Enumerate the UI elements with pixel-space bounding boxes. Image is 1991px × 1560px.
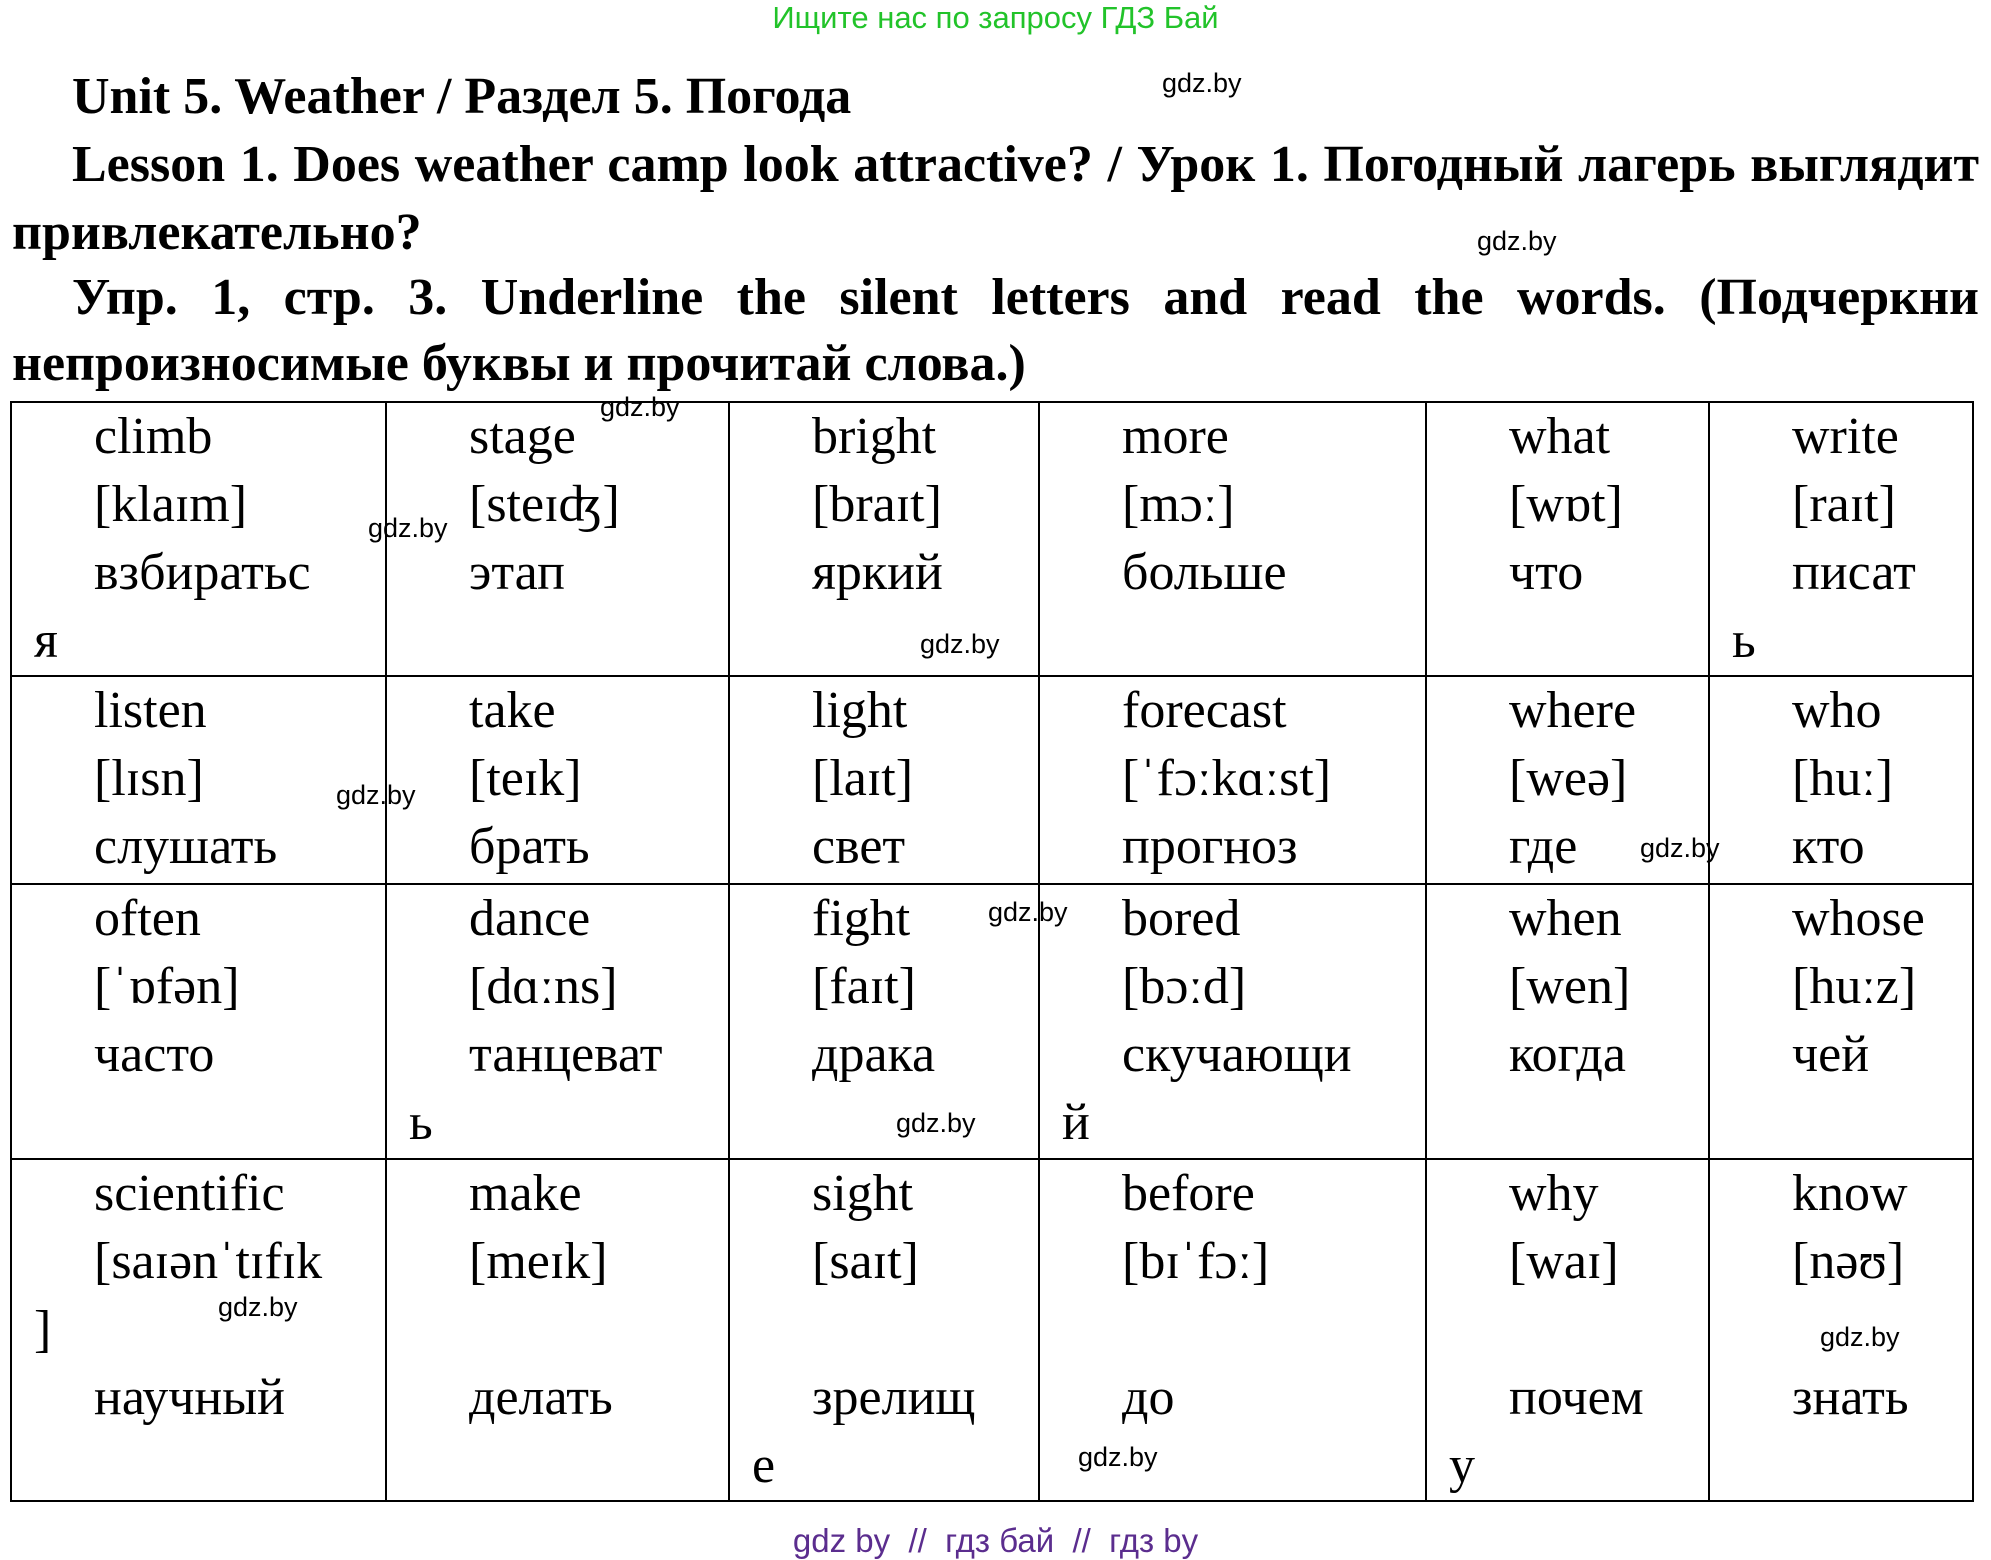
english-word: scientific [94, 1165, 285, 1222]
transcription-wrap [1427, 1296, 1708, 1364]
english-word: forecast [1122, 682, 1287, 739]
transcription: [lɪsn] [94, 750, 204, 807]
transcription: [meɪk] [469, 1233, 608, 1290]
english-word: take [469, 682, 556, 739]
word-cell [1426, 884, 1709, 1159]
watermark: gdz.by [896, 1108, 976, 1138]
watermark: gdz.by [368, 513, 448, 543]
english-word: write [1792, 408, 1899, 465]
english-word: often [94, 890, 201, 947]
translation: яркий [812, 544, 943, 601]
unit-title: Unit 5. Weather / Раздел 5. Погода [72, 68, 852, 125]
word-cell [729, 1159, 1039, 1501]
translation: прогноз [1122, 818, 1298, 875]
translation: взбиратьс [94, 544, 311, 601]
transcription: [huːz] [1792, 958, 1917, 1015]
transcription: [nəʊ] [1792, 1233, 1905, 1290]
watermark: gdz.by [1078, 1442, 1158, 1472]
translation: брать [469, 818, 590, 875]
translation: часто [94, 1026, 215, 1083]
lesson-title-text: Lesson 1. Does weather camp look attractive? / Урок 1. Погодный лагерь выглядит привлекательно? [12, 136, 1979, 261]
watermark: gdz.by [988, 897, 1068, 927]
translation: больше [1122, 544, 1287, 601]
footer-links[interactable]: gdz by // гдз бай // гдз by [792, 1522, 1199, 1559]
translation: делать [469, 1369, 613, 1426]
translation-wrap: й [1062, 1094, 1090, 1151]
transcription: [saɪənˈtɪfɪk [94, 1233, 323, 1290]
watermark: gdz.by [1477, 226, 1557, 256]
english-word: light [812, 682, 908, 739]
word-cell [1709, 402, 1973, 676]
translation-wrap [387, 1432, 728, 1500]
translation: писат [1792, 544, 1916, 601]
translation: свет [812, 818, 906, 875]
table-row [11, 1159, 1973, 1501]
word-cell [11, 402, 386, 676]
translation: кто [1792, 818, 1865, 875]
transcription-wrap: ] [34, 1301, 52, 1358]
english-word: stage [469, 408, 576, 465]
word-cell [1039, 402, 1426, 676]
translation-wrap: я [34, 612, 58, 669]
translation-wrap [1710, 1089, 1972, 1157]
translation: когда [1509, 1026, 1626, 1083]
translation-wrap [1710, 1432, 1972, 1500]
transcription: [weə] [1509, 750, 1628, 807]
translation: где [1509, 818, 1578, 875]
translation-wrap: ь [1732, 612, 1756, 669]
english-word: know [1792, 1165, 1908, 1222]
translation: что [1509, 544, 1584, 601]
translation-wrap [387, 607, 728, 675]
english-word: who [1792, 682, 1882, 739]
translation-wrap: ь [409, 1094, 433, 1151]
watermark: gdz.by [1820, 1322, 1900, 1352]
watermark: gdz.by [920, 629, 1000, 659]
transcription: [ˈfɔːkɑːst] [1122, 750, 1332, 807]
transcription: [faɪt] [812, 958, 916, 1015]
transcription: [ˈɒfən] [94, 958, 240, 1015]
watermark: gdz.by [336, 780, 416, 810]
translation-wrap [1040, 607, 1425, 675]
translation: чей [1792, 1026, 1870, 1083]
transcription: [teɪk] [469, 750, 582, 807]
transcription-wrap [387, 1296, 728, 1364]
word-cell [11, 1159, 386, 1501]
word-cell [1426, 402, 1709, 676]
watermark: gdz.by [218, 1292, 298, 1322]
translation-wrap [1427, 607, 1708, 675]
transcription: [bɪˈfɔː] [1122, 1233, 1270, 1290]
word-cell [386, 884, 729, 1159]
transcription: [waɪ] [1509, 1233, 1619, 1290]
translation: научный [94, 1369, 286, 1426]
watermark: gdz.by [1162, 68, 1242, 98]
translation-wrap: е [752, 1437, 776, 1494]
translation-wrap [1427, 1089, 1708, 1157]
translation: знать [1792, 1369, 1909, 1426]
word-cell [11, 676, 386, 884]
english-word: what [1509, 408, 1611, 465]
word-cell [386, 676, 729, 884]
watermark: gdz.by [1640, 833, 1720, 863]
translation-wrap [12, 1432, 385, 1500]
translation: зрелищ [812, 1369, 976, 1426]
word-cell [11, 884, 386, 1159]
english-word: where [1509, 682, 1637, 739]
word-cell [1426, 1159, 1709, 1501]
transcription: [saɪt] [812, 1233, 919, 1290]
english-word: dance [469, 890, 591, 947]
english-word: more [1122, 408, 1229, 465]
words-table [10, 401, 1974, 1502]
transcription: [laɪt] [812, 750, 914, 807]
english-word: before [1122, 1165, 1255, 1222]
translation: до [1122, 1369, 1175, 1426]
english-word: climb [94, 408, 213, 465]
english-word: bored [1122, 890, 1241, 947]
transcription: [bɔːd] [1122, 958, 1247, 1015]
translation: танцеват [469, 1026, 663, 1083]
watermark: gdz.by [600, 392, 680, 422]
transcription: [mɔː] [1122, 476, 1235, 533]
transcription: [huː] [1792, 750, 1894, 807]
word-cell [1709, 884, 1973, 1159]
transcription-wrap [730, 1296, 1038, 1364]
lesson-title [12, 131, 1979, 267]
translation: почем [1509, 1369, 1644, 1426]
transcription: [dɑːns] [469, 958, 618, 1015]
transcription-wrap [1040, 1296, 1425, 1364]
translation: драка [812, 1026, 936, 1083]
transcription: [wen] [1509, 958, 1631, 1015]
translation-wrap [12, 1089, 385, 1157]
word-cell [386, 1159, 729, 1501]
english-word: why [1509, 1165, 1599, 1222]
english-word: sight [812, 1165, 914, 1222]
translation-wrap: у [1449, 1437, 1475, 1494]
word-cell [1039, 884, 1426, 1159]
transcription: [braɪt] [812, 476, 942, 533]
transcription: [klaɪm] [94, 476, 248, 533]
translation: этап [469, 544, 565, 601]
exercise-title [12, 265, 1979, 397]
translation: слушать [94, 818, 278, 875]
word-cell [1709, 676, 1973, 884]
search-banner-link[interactable]: Ищите нас по запросу ГДЗ Бай [772, 0, 1219, 35]
transcription: [steɪʤ] [469, 476, 620, 533]
english-word: fight [812, 890, 911, 947]
english-word: make [469, 1165, 582, 1222]
translation-wrap [730, 1089, 1038, 1157]
transcription: [wɒt] [1509, 476, 1623, 533]
word-cell [1039, 676, 1426, 884]
english-word: whose [1792, 890, 1925, 947]
word-cell [729, 676, 1039, 884]
transcription: [raɪt] [1792, 476, 1896, 533]
english-word: when [1509, 890, 1622, 947]
english-word: listen [94, 682, 207, 739]
translation: скучающи [1122, 1026, 1352, 1083]
exercise-title-text: Упр. 1, стр. 3. Underline the silent letters and read the words. (Подчеркни непроизносимые буквы и прочитай слова.) [12, 269, 1979, 392]
english-word: bright [812, 408, 937, 465]
